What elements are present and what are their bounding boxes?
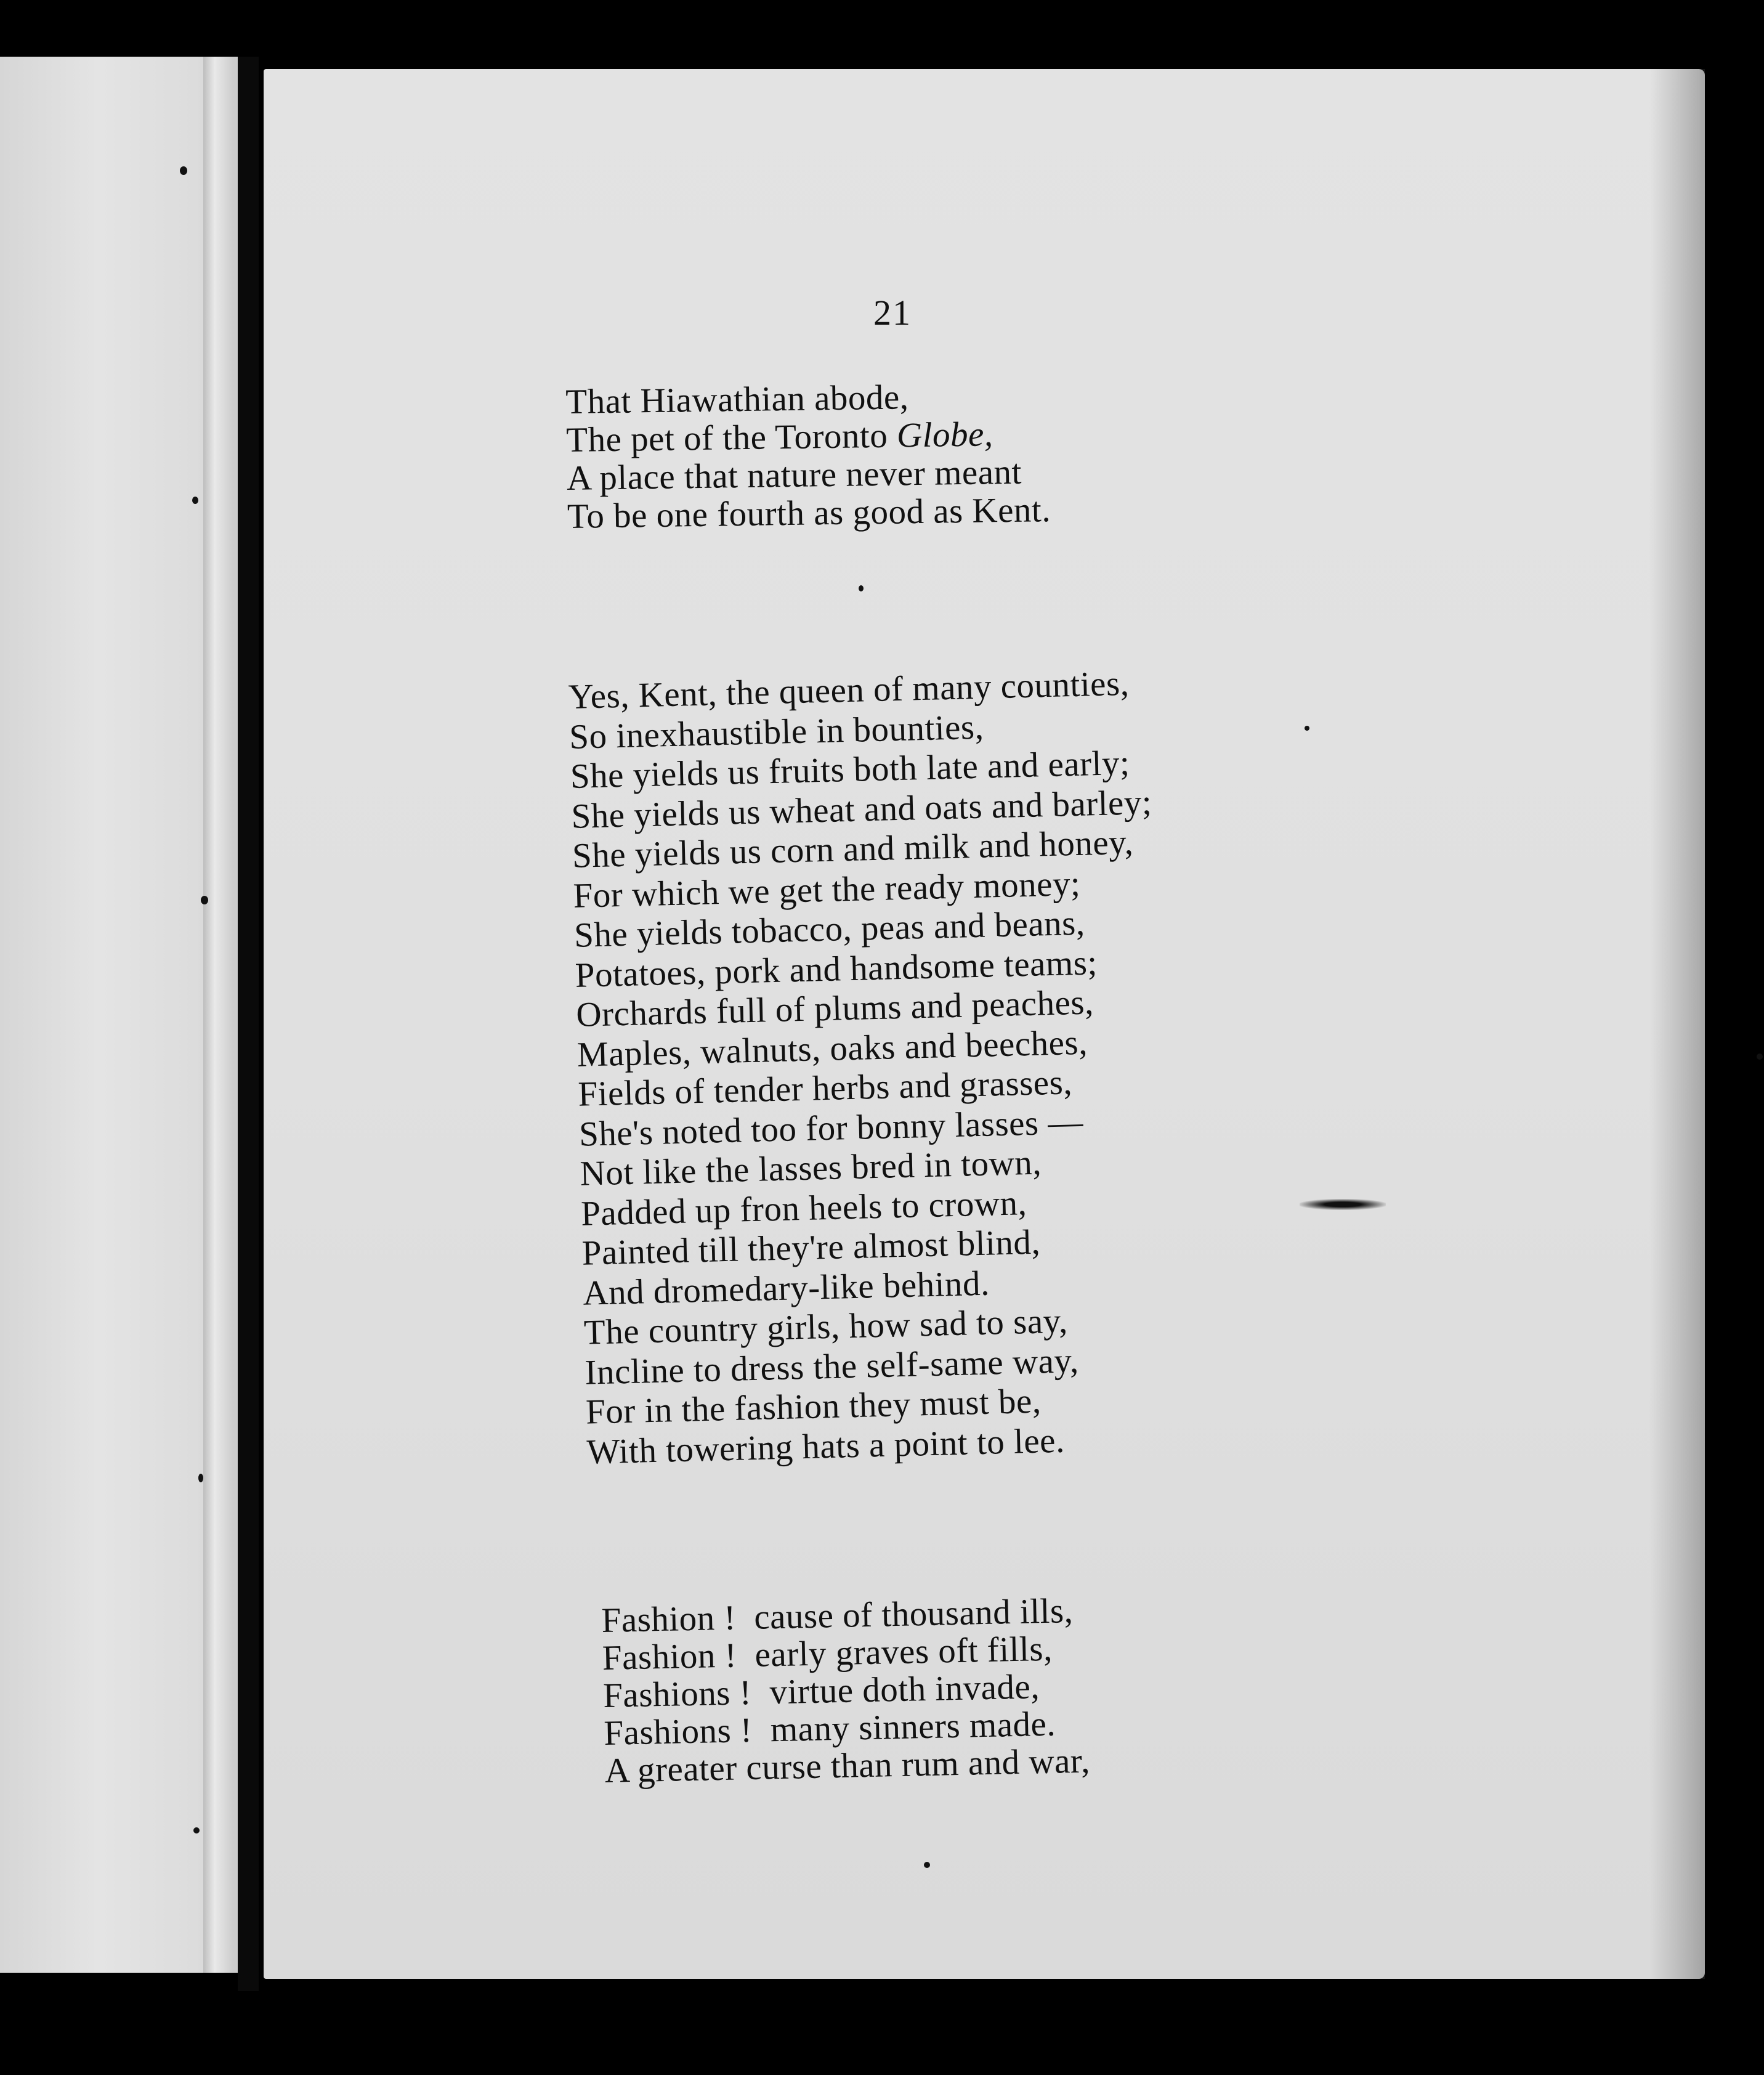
verse-line: Padded up fron heels to crown, [580,1183,1027,1233]
ink-speck [859,585,864,591]
verse-line: So inexhaustible in bounties, [568,707,985,757]
verse-line: She's noted too for bonny lasses — [578,1102,1084,1154]
ink-speck [180,166,187,175]
ink-speck [198,1474,203,1482]
verse-line-text: The pet of the Toronto [565,416,897,460]
verse-line: She yields us fruits both late and early; [570,743,1130,796]
verse-line: To be one fourth as good as Kent. [567,490,1051,536]
verse-line: Maples, walnuts, oaks and beeches, [577,1023,1088,1074]
verse-line: For in the fashion they must be, [585,1381,1042,1432]
verse-line: Fields of tender herbs and grasses, [577,1063,1073,1114]
ink-smudge [1300,1199,1386,1210]
ink-speck [924,1862,930,1868]
stanza-1 [565,376,1051,536]
verse-line: Orchards full of plums and peaches, [575,983,1094,1034]
verse-line: The country girls, how sad to say, [583,1301,1069,1352]
verse-line: A greater curse than rum and war, [604,1741,1091,1790]
ink-speck [1305,726,1309,731]
verse-line: She yields tobacco, peas and beans, [573,903,1086,955]
verse-line: For which we get the ready money; [572,864,1081,916]
verse-line: Painted till they're almost blind, [581,1222,1041,1273]
book-spine [238,57,259,1991]
verse-line: With towering hats a point to lee. [586,1421,1066,1472]
stanza-2 [568,664,1168,1472]
verse-line: Incline to dress the self-same way, [584,1341,1080,1392]
page-number: 21 [873,293,912,333]
verse-line: And dromedary-like behind. [582,1264,990,1313]
verse-line: Fashion ! early graves oft fills, [602,1629,1053,1678]
verse-line: Yes, Kent, the queen of many counties, [568,664,1130,717]
ink-speck [192,497,198,504]
ink-speck [193,1827,200,1833]
stanza-3 [601,1591,1090,1789]
facing-page-edge [203,57,232,1973]
verse-line: Fashions ! virtue doth invade, [602,1667,1040,1715]
newspaper-title: Globe, [896,415,993,455]
ink-speck [1757,1054,1763,1060]
ink-speck [201,896,208,904]
verse-line: She yields us corn and milk and honey, [572,822,1134,875]
verse-line: Potatoes, pork and handsome teams; [575,943,1098,995]
verse-line: A place that nature never meant [566,452,1022,498]
verse-line: Fashion ! cause of thousand ills, [601,1591,1074,1640]
verse-line: She yields us wheat and oats and barley; [570,782,1152,836]
verse-line: Fashions ! many sinners made. [603,1704,1056,1753]
verse-line: Not like the lasses bred in town, [579,1143,1042,1193]
verse-line: That Hiawathian abode, [565,378,909,421]
